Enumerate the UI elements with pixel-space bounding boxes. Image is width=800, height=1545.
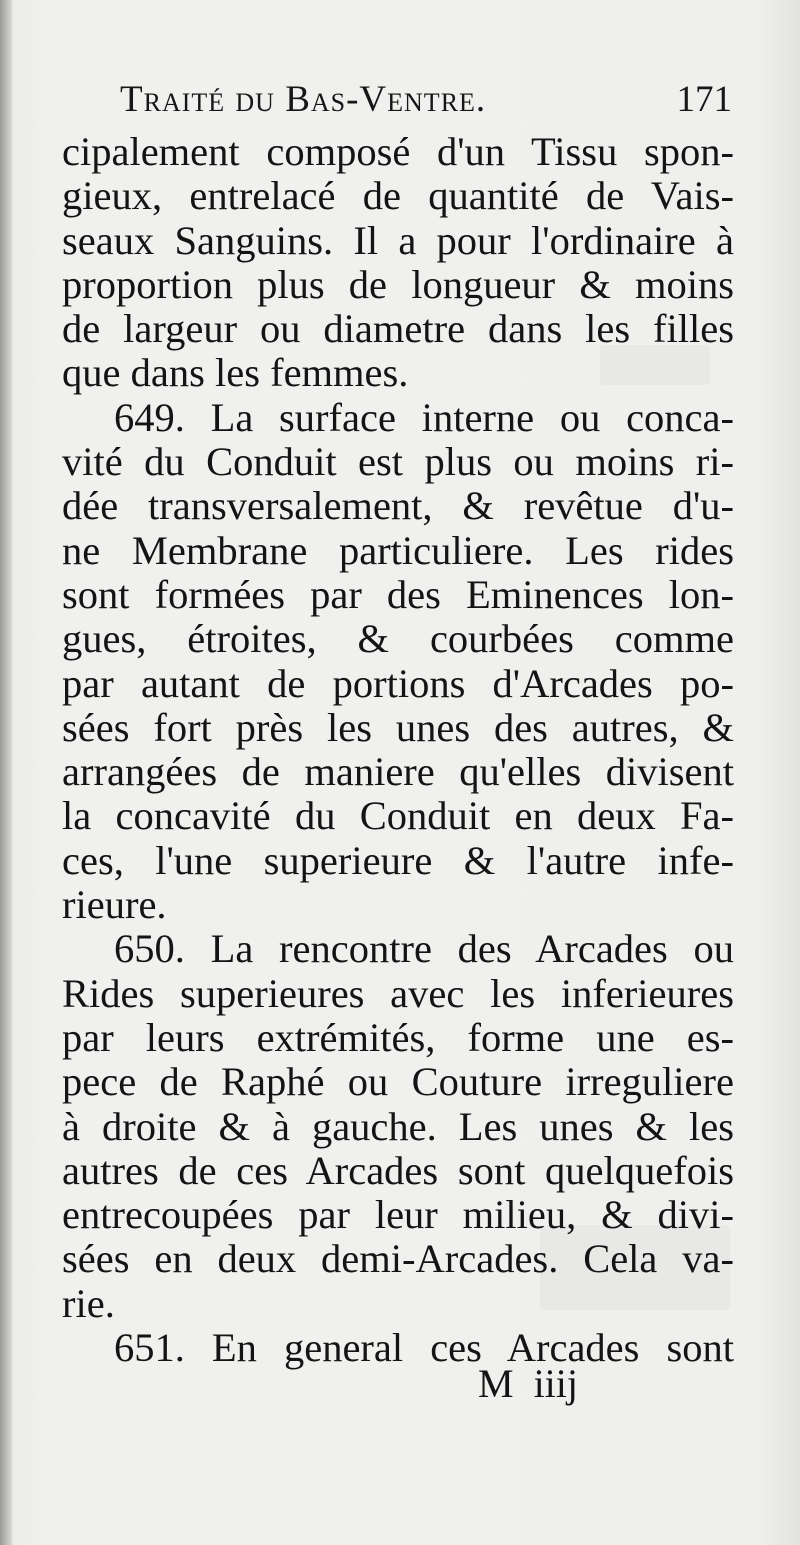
text-line: dée transversalement, & revêtue d'u- (62, 483, 734, 529)
page-number: 171 (676, 79, 732, 120)
text-line: proportion plus de longueur & moins (62, 261, 734, 307)
text-line: que dans les femmes. (62, 350, 409, 396)
text-line: 651. En general ces Arcades sont (114, 1325, 734, 1371)
text-line: ne Membrane particuliere. Les rides (62, 527, 734, 573)
text-line: rieure. (62, 882, 167, 928)
text-line: de largeur ou diametre dans les filles (62, 306, 734, 352)
body-text (62, 130, 734, 1370)
text-line: cipalement composé d'un Tissu spon- (62, 129, 734, 174)
text-line: Rides superieures avec les inferieures (62, 970, 734, 1016)
text-line: ces, l'une superieure & l'autre infe- (62, 837, 734, 883)
text-line: sées en deux demi-Arcades. Cela va- (62, 1236, 734, 1282)
text-line: gieux, entrelacé de quantité de Vais- (62, 173, 734, 219)
page-gutter-shadow (0, 0, 12, 1545)
text-line: par leurs extrémités, forme une es- (62, 1014, 734, 1060)
text-line: pece de Raphé ou Couture irreguliere (62, 1059, 734, 1105)
text-line: la concavité du Conduit en deux Fa- (62, 793, 734, 839)
text-line: 649. La surface interne ou conca- (114, 394, 734, 440)
text-line: rie. (62, 1280, 115, 1326)
text-line: gues, étroites, & courbées comme (62, 616, 734, 662)
text-line: par autant de portions d'Arcades po- (62, 660, 734, 706)
text-line: sées fort près les unes des autres, & (62, 704, 734, 750)
text-line: à droite & à gauche. Les unes & les (62, 1103, 734, 1149)
text-line: 650. La rencontre des Arcades ou (114, 926, 734, 972)
running-head (120, 78, 732, 128)
text-line: vité du Conduit est plus ou moins ri- (62, 439, 734, 485)
text-line: autres de ces Arcades sont quelquefois (62, 1147, 734, 1193)
text-line: arrangées de maniere qu'elles divisent (62, 749, 734, 795)
text-line: seaux Sanguins. Il a pour l'ordinaire à (62, 217, 734, 263)
text-line: sont formées par des Eminences lon- (62, 571, 734, 617)
signature-mark: M iiij (478, 1361, 579, 1406)
text-line: entrecoupées par leur milieu, & divi- (62, 1192, 734, 1238)
running-title: Traité du Bas-Ventre. (120, 79, 487, 120)
